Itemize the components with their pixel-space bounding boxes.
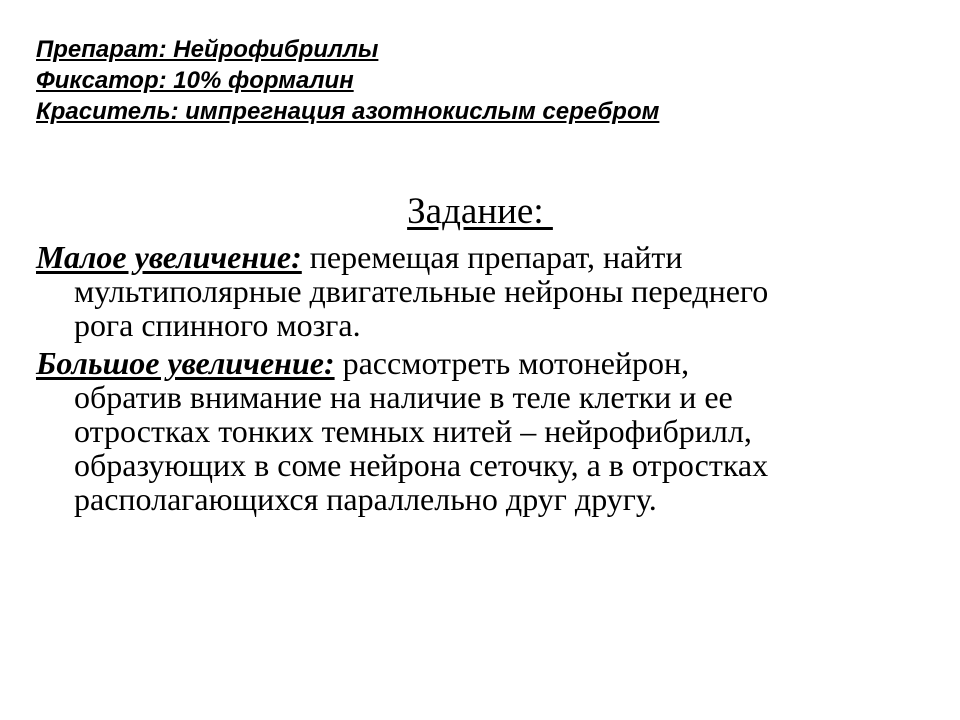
high-magnification-line-5: располагающихся параллельно друг другу. (74, 481, 657, 517)
task-body (36, 240, 916, 516)
high-magnification-item (36, 346, 916, 516)
high-magnification-line-4: образующих в соме нейрона сеточку, а в отростках (74, 447, 769, 483)
fixative-text: Фиксатор: 10% формалин (36, 67, 354, 94)
high-magnification-line-2: обратив внимание на наличие в теле клетки и ее (74, 379, 733, 415)
low-magnification-label: Малое увеличение: (36, 239, 302, 275)
high-magnification-label: Большое увеличение: (36, 345, 335, 381)
fixative-line (36, 65, 659, 96)
low-magnification-text-1: перемещая препарат, найти (301, 239, 683, 275)
low-magnification-item (36, 240, 916, 342)
stain-line (36, 96, 659, 127)
high-magnification-text-1: рассмотреть мотонейрон, (334, 345, 690, 381)
slide-header (36, 34, 659, 127)
low-magnification-line-2: мультиполярные двигательные нейроны переднего (74, 273, 769, 309)
task-title (0, 190, 960, 234)
stain-text: Краситель: импрегнация азотнокислым серебром (36, 98, 660, 125)
preparation-line (36, 34, 659, 65)
low-magnification-line-3: рога спинного мозга. (74, 307, 361, 343)
low-magnification-line-1 (36, 239, 916, 275)
task-title-text: Задание: (407, 191, 553, 232)
preparation-text: Препарат: Нейрофибриллы (36, 36, 379, 63)
high-magnification-line-3: отростках тонких темных нитей – нейрофибрилл, (74, 413, 752, 449)
high-magnification-line-1 (36, 345, 916, 381)
